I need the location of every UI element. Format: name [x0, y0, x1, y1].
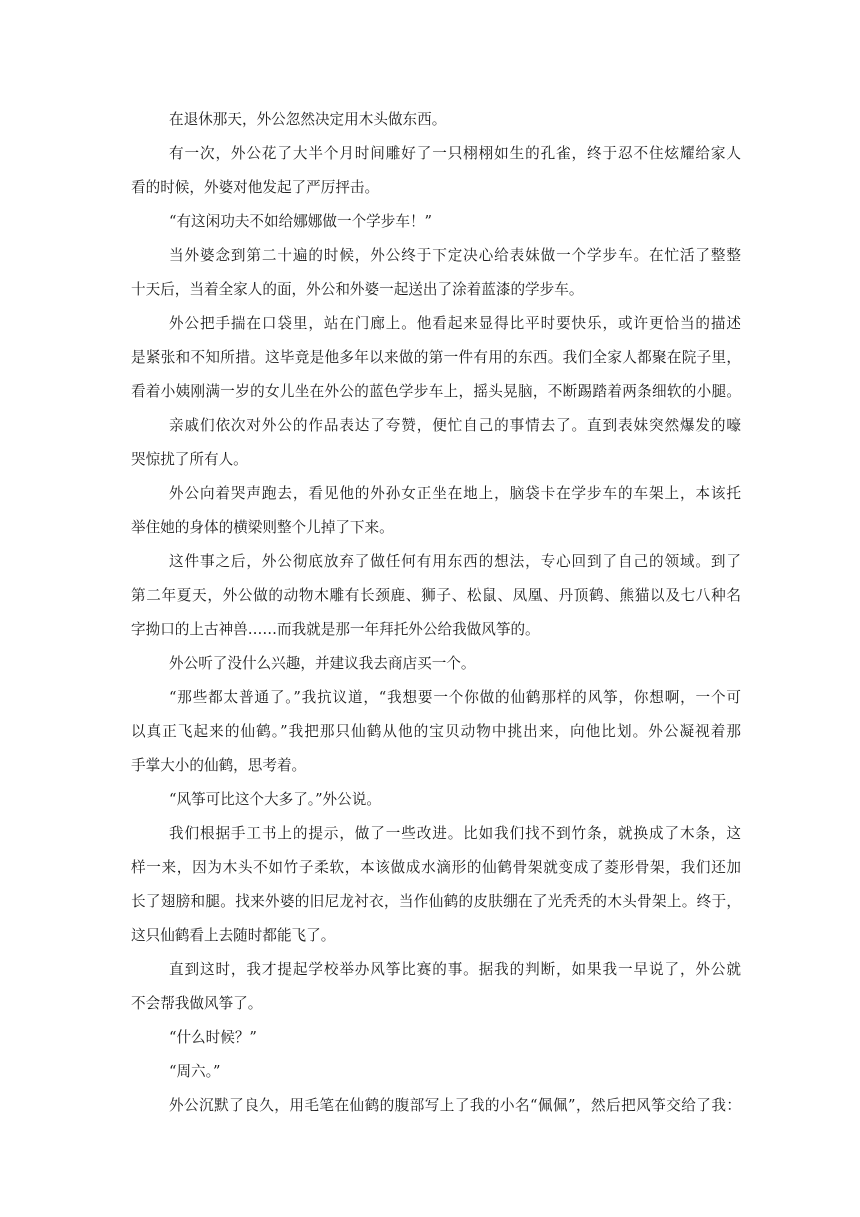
text-line: 十天后，当着全家人的面，外公和外婆一起送出了涂着蓝漆的学步车。 — [131, 281, 584, 298]
text-line: 外公把手揣在口袋里，站在门廊上。他看起来显得比平时要快乐，或许更恰当的描述 — [169, 315, 741, 332]
text-line: 外公向着哭声跑去，看见他的外孙女正坐在地上，脑袋卡在学步车的车架上，本该托 — [169, 485, 741, 502]
text-line: 有一次，外公花了大半个月时间雕好了一只栩栩如生的孔雀，终于忍不住炫耀给家人 — [169, 145, 741, 162]
text-line: 长了翅膀和腿。找来外婆的旧尼龙衬衣，当作仙鹤的皮肤绷在了光秃秃的木头骨架上。终于， — [131, 893, 741, 910]
text-line: 直到这时，我才提起学校举办风筝比赛的事。据我的判断，如果我一早说了，外公就 — [169, 961, 741, 978]
text-line: 亲戚们依次对外公的作品表达了夸赞，便忙自己的事情去了。直到表妹突然爆发的嚎 — [169, 417, 741, 434]
text-line: 手掌大小的仙鹤，思考着。 — [131, 757, 307, 774]
text-line: 字拗口的上古神兽……而我就是那一年拜托外公给我做风筝的。 — [131, 621, 540, 638]
text-line: 看的时候，外婆对他发起了严厉抨击。 — [131, 179, 380, 196]
text-line: 当外婆念到第二十遍的时候，外公终于下定决心给表妹做一个学步车。在忙活了整整 — [169, 247, 741, 264]
text-line: 哭惊扰了所有人。 — [131, 451, 248, 468]
text-line: 看着小姨刚满一岁的女儿坐在外公的蓝色学步车上，摇头晃脑，不断踢踏着两条细软的小腿。 — [131, 383, 741, 400]
text-line: “什么时候？” — [169, 1029, 257, 1046]
text-line: 在退休那天，外公忽然决定用木头做东西。 — [169, 111, 447, 128]
text-line: “有这闲功夫不如给娜娜做一个学步车！” — [169, 213, 433, 230]
text-line: “周六。” — [169, 1063, 221, 1080]
text-line: 以真正飞起来的仙鹤。”我把那只仙鹤从他的宝贝动物中挑出来，向他比划。外公凝视着那 — [131, 723, 741, 740]
text-line: 第二年夏天，外公做的动物木雕有长颈鹿、狮子、松鼠、凤凰、丹顶鹤、熊猫以及七八种名 — [131, 587, 741, 604]
text-line: 是紧张和不知所措。这毕竟是他多年以来做的第一件有用的东西。我们全家人都聚在院子里， — [131, 349, 741, 366]
text-line: “风筝可比这个大多了。”外公说。 — [169, 791, 381, 808]
text-line: 举住她的身体的横梁则整个儿掉了下来。 — [131, 519, 394, 536]
text-line: 这只仙鹤看上去随时都能飞了。 — [131, 927, 336, 944]
text-line: 这件事之后，外公彻底放弃了做任何有用东西的想法，专心回到了自己的领域。到了 — [169, 553, 741, 570]
text-line: 外公沉默了良久，用毛笔在仙鹤的腹部写上了我的小名“佩佩”，然后把风筝交给了我： — [169, 1097, 741, 1114]
text-line: 样一来，因为木头不如竹子柔软，本该做成水滴形的仙鹤骨架就变成了菱形骨架，我们还加 — [131, 859, 741, 876]
text-line: 外公听了没什么兴趣，并建议我去商店买一个。 — [169, 655, 476, 672]
text-line: 我们根据手工书上的提示，做了一些改进。比如我们找不到竹条，就换成了木条，这 — [169, 825, 741, 842]
text-line: “那些都太普通了。”我抗议道，“我想要一个你做的仙鹤那样的风筝，你想啊，一个可 — [169, 689, 741, 706]
text-line: 不会帮我做风筝了。 — [131, 995, 263, 1012]
